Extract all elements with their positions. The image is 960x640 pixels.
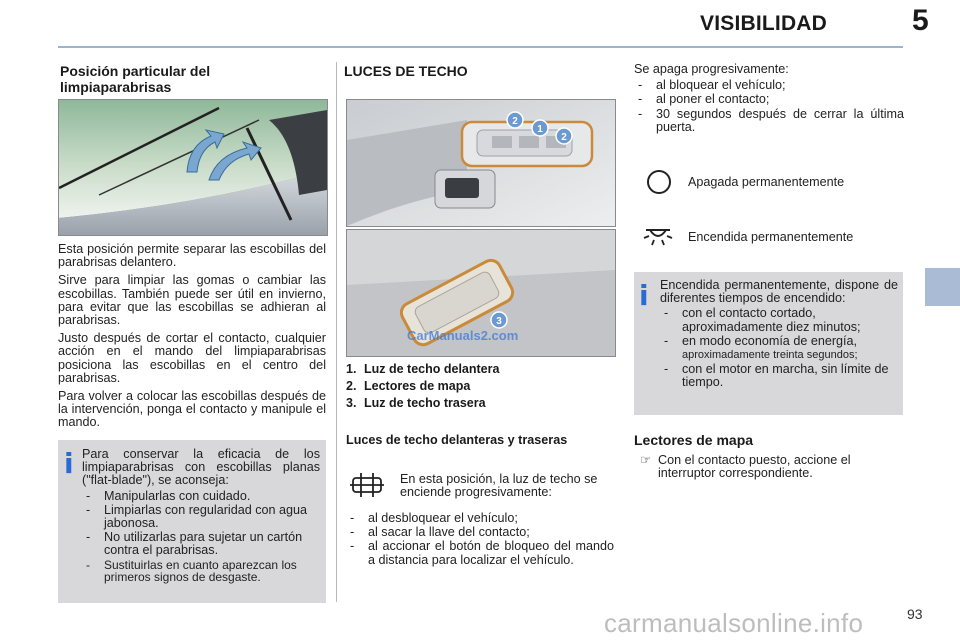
header-rule [58,46,903,48]
wiper-para-1: Esta posición permite separar las escobillas del parabrisas delantero. [58,242,326,270]
light-on-label: Encendida permanentemente [688,230,854,244]
list-item: - 30 segundos después de cerrar la última puerta. [634,108,904,134]
callout-label-3: 3 [496,316,502,327]
front-rear-subheading: Luces de techo delanteras y traseras [346,433,568,447]
chapter-title: VISIBILIDAD [700,12,828,35]
list-item: - con el contacto cortado, aproximadamente diez minutos; [660,307,898,333]
fade-out-section [634,63,904,135]
list-item: - al desbloquear el vehículo; [346,512,614,525]
list-item: - con el motor en marcha, sin límite de tiempo. [660,363,898,389]
list-item: - al poner el contacto; [634,93,904,106]
info-icon: i [64,447,74,480]
wiper-body-text [58,243,326,435]
list-item: - al sacar la llave del contacto; [346,526,614,539]
list-item: - Limpiarlas con regularidad con agua jabonosa. [82,504,320,530]
callout-label-2b: 2 [561,132,567,143]
callout-label-1: 1 [537,124,543,135]
door-position-list [346,512,614,568]
list-item: - Manipularlas con cuidado. [82,490,320,503]
footer-watermark: carmanualsonline.info [604,608,864,638]
wiper-para-3: Justo después de cortar el contacto, cualquier acción en el mando del limpiaparabrisas posiciona las escobillas en el centro del parabrisas. [58,331,326,385]
list-item: - al accionar el botón de bloqueo del mando a distancia para localizar el vehículo. [346,540,614,566]
list-item: - No utilizarlas para sujetar un cartón contra el parabrisas. [82,531,320,557]
column-divider [336,62,337,602]
light-off-label: Apagada permanentemente [688,175,845,189]
legend-item: 2. Lectores de mapa [346,379,471,393]
front-ceiling-light-photo [346,99,616,227]
lighting-info-box [634,272,903,415]
callout-label-2a: 2 [512,116,518,127]
rear-ceiling-light-photo [346,229,616,357]
ceiling-lights-heading: LUCES DE TECHO [344,63,468,79]
lighting-info-intro: Encendida permanentemente, dispone de diferentes tiempos de encendido: [660,278,898,306]
wiper-photo [58,99,328,236]
list-item: - al bloquear el vehículo; [634,79,904,92]
ceiling-legend [346,361,614,412]
list-item: - Sustituirlas en cuanto aparezcan los primeros signos de desgaste. [82,559,320,584]
door-position-icon [348,472,386,498]
chapter-number: 5 [912,4,929,37]
chapter-side-tab [925,268,960,306]
wiper-info-box [58,440,326,603]
list-item: - en modo economía de energía, aproximadamente treinta segundos; [660,335,898,362]
map-readers-heading: Lectores de mapa [634,432,754,448]
legend-item: 3. Luz de techo trasera [346,396,486,410]
light-on-icon [640,224,676,248]
wiper-para-2: Sirve para limpiar las gomas o cambiar las escobillas. También puede ser útil en invierno, para evitar que las escobillas se adhieran al parabrisas. [58,273,326,328]
wiper-heading: Posición particular del limpiaparabrisas [60,63,211,95]
info-icon: i [639,279,649,312]
map-readers-text: Con el contacto puesto, accione el interruptor correspondiente. [658,453,851,481]
wiper-info-intro: Para conservar la eficacia de los limpiaparabrisas con escobillas planas ("flat-blade"), se aconseja: [82,447,320,488]
wiper-para-4: Para volver a colocar las escobillas después de la intervención, ponga el contacto y manipule el mando. [58,389,326,430]
fade-out-intro: Se apaga progresivamente: [634,62,789,76]
light-off-icon [645,168,673,196]
watermark-text: CarManuals2.com [407,328,519,343]
legend-item: 1. Luz de techo delantera [346,362,500,376]
page-number: 93 [907,606,923,622]
door-position-text: En esta posición, la luz de techo se enciende progresivamente: [400,472,598,500]
pointing-hand-icon: ☞ [640,453,652,467]
